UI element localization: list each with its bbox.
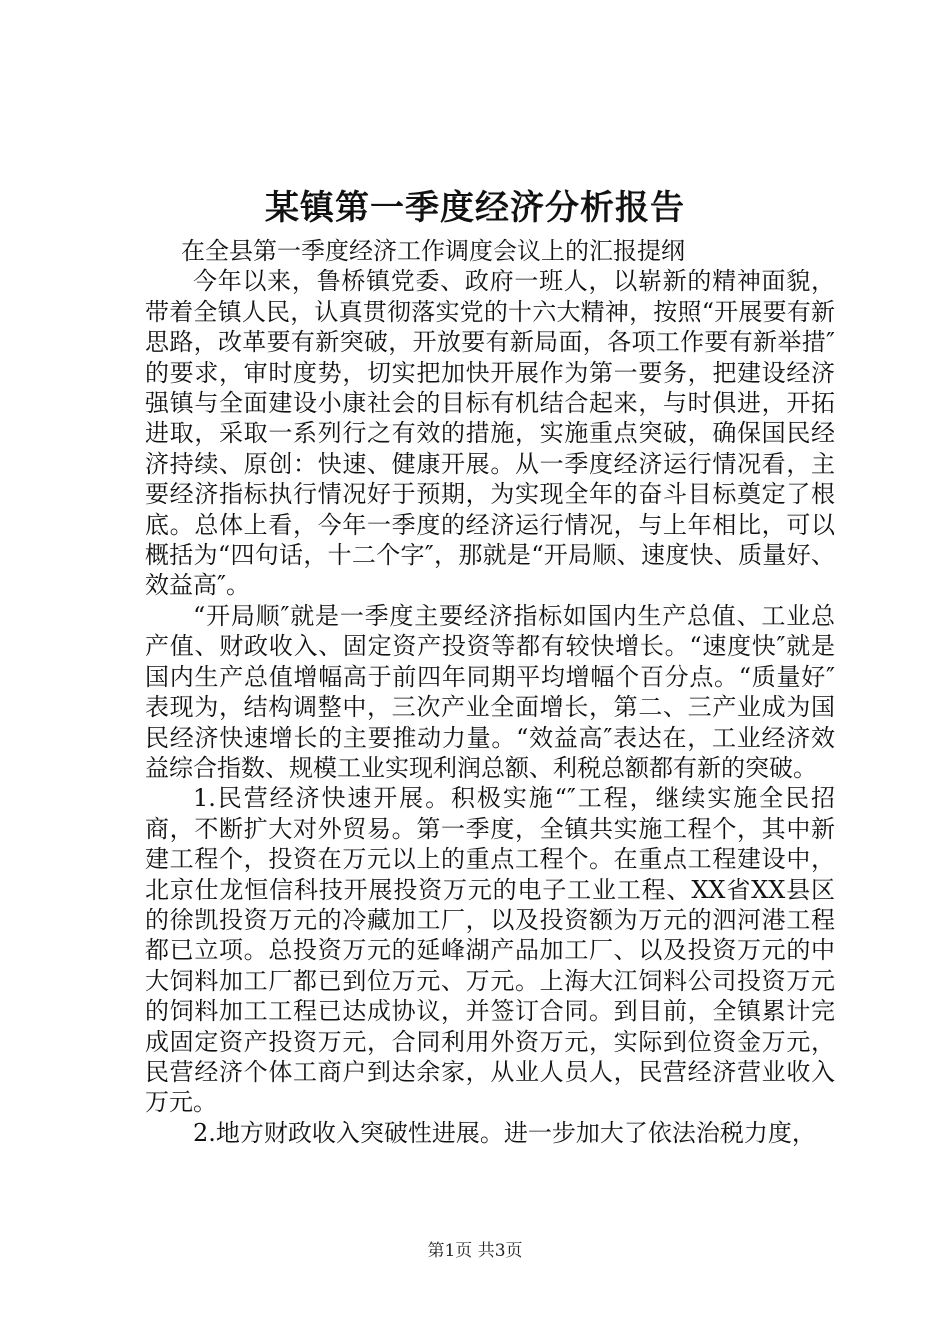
paragraph-private-economy: 1.民营经济快速开展。积极实施“″工程，继续实施全民招商，不断扩大对外贸易。第一季度，全镇共实施工程个，其中新建工程个，投资在万元以上的重点工程个。在重点工程建设中，北京仕龙恒信科技开展投资万元的电子工业工程、XX省XX县区的徐凯投资万元的冷藏加工厂，以及投资额为万元的泗河港工程都已立项。总投资万元的延峰湖产品加工厂、以及投资万元的中大饲料加工厂都已到位万元、万元。上海大江饲料公司投资万元的饲料加工工程已达成协议，并签订合同。到目前，全镇累计完成固定资产投资万元，合同利用外资万元，实际到位资金万元，民营经济个体工商户到达余家，从业人员人，民营经济营业收入万元。 [145, 784, 835, 1117]
paragraph-fiscal-revenue: 2.地方财政收入突破性进展。进一步加大了依法治税力度， [193, 1118, 816, 1147]
paragraph-intro: 今年以来，鲁桥镇党委、政府一班人，以崭新的精神面貌，带着全镇人民，认真贯彻落实党的十六大精神，按照“开展要有新思路，改革要有新突破，开放要有新局面，各项工作要有新举措″的要求，审时度势，切实把加快开展作为第一要务，把建设经济强镇与全面建设小康社会的目标有机结合起来，与时俱进，开拓进取，采取一系列行之有效的措施，实施重点突破，确保国民经济持续、原创：快速、健康开展。从一季度经济运行情况看，主要经济指标执行情况好于预期，为实现全年的奋斗目标奠定了根底。总体上看，今年一季度的经济运行情况，与上年相比，可以概括为“四句话，十二个字″，那就是“开局顺、速度快、质量好、效益高″。 [145, 267, 835, 600]
document-title: 某镇第一季度经济分析报告 [265, 188, 685, 228]
paragraph-summary: “开局顺″就是一季度主要经济指标如国内生产总值、工业总产值、财政收入、固定资产投资等都有较快增长。“速度快″就是国内生产总值增幅高于前四年同期平均增幅个百分点。“质量好″表现为，结构调整中，三次产业全面增长，第二、三产业成为国民经济快速增长的主要推动力量。“效益高″表达在，工业经济效益综合指数、规模工业实现利润总额、利税总额都有新的突破。 [145, 601, 835, 782]
page-number-footer: 第1页 共3页 [427, 1241, 523, 1261]
document-body [145, 236, 835, 1148]
document-subtitle: 在全县第一季度经济工作调度会议上的汇报提纲 [181, 237, 685, 265]
